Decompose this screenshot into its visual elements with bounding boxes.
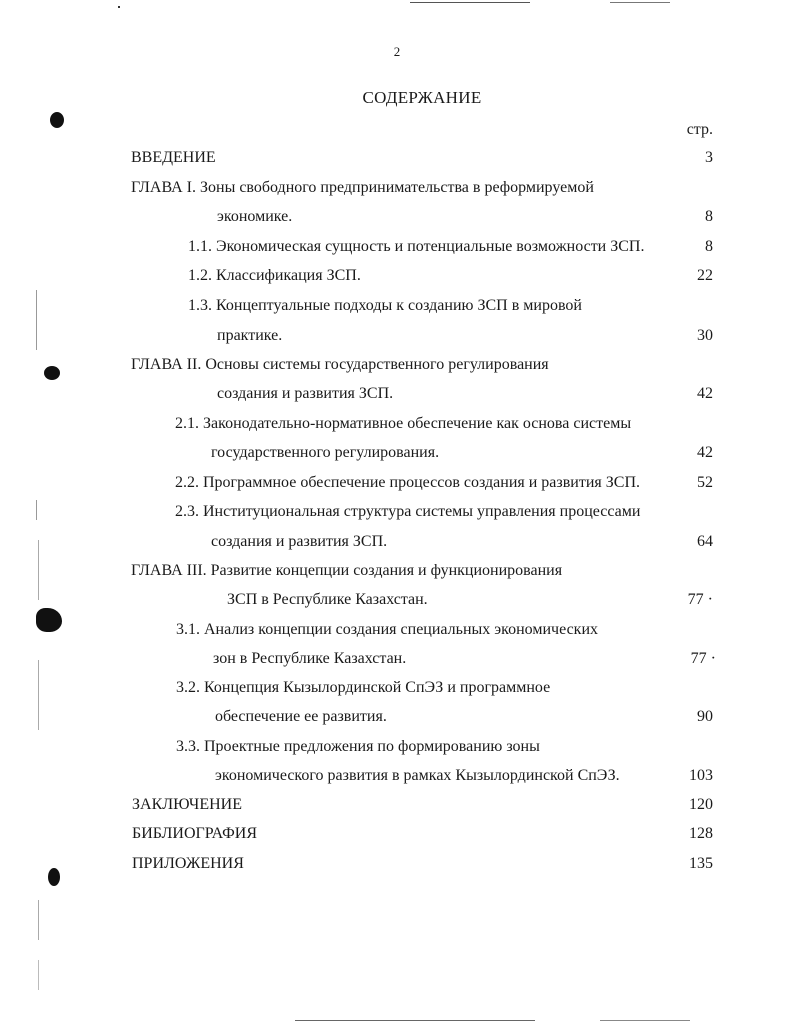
toc-entry-2-1-cont: государственного регулирования. <box>211 444 440 461</box>
toc-entry-3-3-cont: экономического развития в рамках Кызылординской СпЭЗ. <box>215 767 620 784</box>
toc-entry-2-3-cont: создания и развития ЗСП. <box>211 533 388 550</box>
toc-page-conclusion: 120 <box>689 796 713 813</box>
toc-entry-appendices: ПРИЛОЖЕНИЯ <box>132 855 244 872</box>
toc-entry-3-2: 3.2. Концепция Кызылординской СпЭЗ и программное <box>176 679 551 696</box>
toc-page-introduction: 3 <box>705 149 713 166</box>
scan-line-bottom-2 <box>600 1020 690 1021</box>
toc-page-3-2: 90 <box>697 708 713 725</box>
toc-entry-2-2: 2.2. Программное обеспечение процессов создания и развития ЗСП. <box>175 474 640 491</box>
margin-line-1 <box>36 290 37 350</box>
toc-page-3-1: 77 · <box>690 650 716 667</box>
toc-entry-bibliography: БИБЛИОГРАФИЯ <box>132 825 258 842</box>
binding-hole-3 <box>36 608 62 632</box>
scan-line-top-2 <box>610 2 670 3</box>
page-title: СОДЕРЖАНИЕ <box>362 88 482 107</box>
toc-entry-3-3: 3.3. Проектные предложения по формированию зоны <box>176 738 540 755</box>
toc-page-chapter-1: 8 <box>705 208 713 225</box>
toc-entry-chapter-2-cont: создания и развития ЗСП. <box>217 385 394 402</box>
toc-entry-2-1: 2.1. Законодательно-нормативное обеспечение как основа системы <box>175 415 632 432</box>
margin-line-5 <box>38 900 39 940</box>
toc-entry-introduction: ВВЕДЕНИЕ <box>131 149 216 166</box>
toc-entry-3-1: 3.1. Анализ концепции создания специальных экономических <box>176 621 599 638</box>
toc-page-1-2: 22 <box>697 267 713 284</box>
page-number: 2 <box>393 44 401 59</box>
toc-entry-chapter-1-cont: экономике. <box>217 208 293 225</box>
toc-entry-1-3-cont: практике. <box>217 327 283 344</box>
margin-line-4 <box>38 660 39 730</box>
toc-entry-conclusion: ЗАКЛЮЧЕНИЕ <box>132 796 242 813</box>
binding-hole-4 <box>48 868 60 886</box>
toc-page-1-3: 30 <box>697 327 713 344</box>
binding-hole-1 <box>50 112 64 128</box>
toc-entry-chapter-3: ГЛАВА III. Развитие концепции создания и функционирования <box>131 562 563 579</box>
toc-entry-3-1-cont: зон в Республике Казахстан. <box>213 650 407 667</box>
toc-entry-1-1: 1.1. Экономическая сущность и потенциальные возможности ЗСП. <box>188 238 645 255</box>
toc-page-appendices: 135 <box>689 855 713 872</box>
toc-entry-1-2: 1.2. Классификация ЗСП. <box>188 267 361 284</box>
toc-entry-2-3: 2.3. Институциональная структура системы управления процессами <box>175 503 641 520</box>
toc-page-2-2: 52 <box>697 474 713 491</box>
margin-line-6 <box>38 960 39 990</box>
toc-page-1-1: 8 <box>705 238 713 255</box>
margin-line-3 <box>38 540 39 600</box>
scan-line-top-1 <box>410 2 530 3</box>
toc-page-2-1: 42 <box>697 444 713 461</box>
scan-line-bottom-1 <box>295 1020 535 1021</box>
toc-entry-chapter-1: ГЛАВА I. Зоны свободного предпринимательства в реформируемой <box>131 179 594 196</box>
binding-hole-2 <box>44 366 60 380</box>
pages-column-header: стр. <box>686 121 713 138</box>
toc-entry-1-3: 1.3. Концептуальные подходы к созданию ЗСП в мировой <box>188 297 582 314</box>
toc-page-2-3: 64 <box>697 533 713 550</box>
toc-entry-3-2-cont: обеспечение ее развития. <box>215 708 387 725</box>
toc-page-3-3: 103 <box>689 767 713 784</box>
toc-entry-chapter-3-cont: ЗСП в Республике Казахстан. <box>227 591 428 608</box>
corner-speck <box>118 6 120 8</box>
margin-line-2 <box>36 500 37 520</box>
toc-page-bibliography: 128 <box>689 825 713 842</box>
toc-page-chapter-2: 42 <box>697 385 713 402</box>
toc-entry-chapter-2: ГЛАВА II. Основы системы государственного регулирования <box>131 356 549 373</box>
toc-page-chapter-3: 77 · <box>687 591 713 608</box>
